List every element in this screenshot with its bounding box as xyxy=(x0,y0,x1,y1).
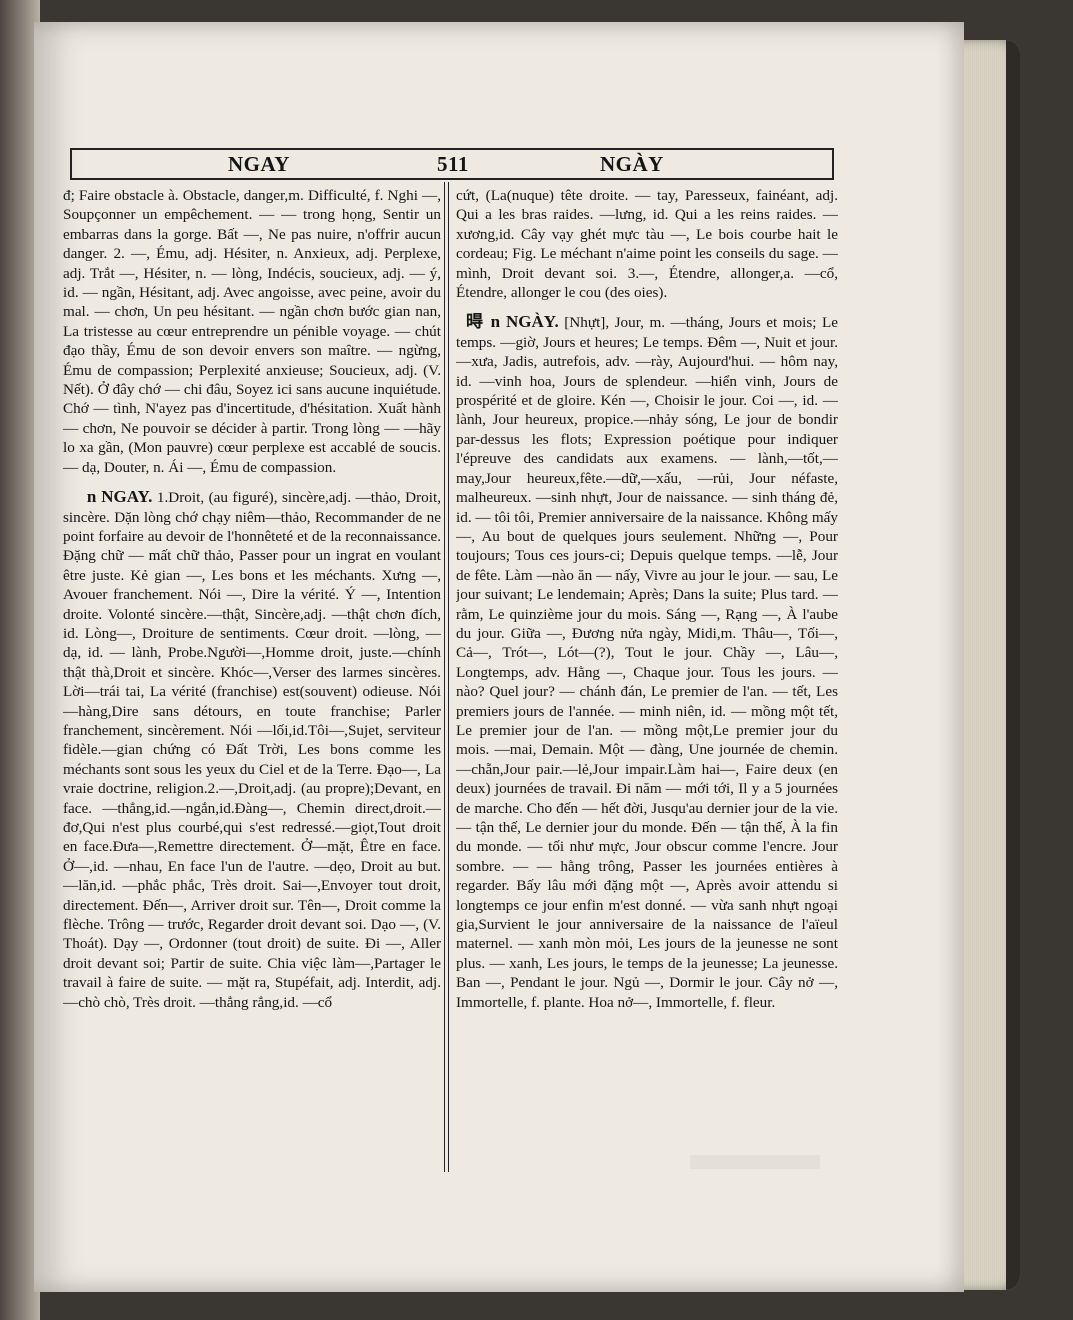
continued-entry-text: cứt, (La(nuque) tête droite. — tay, Paresseux, fainéant, adj. Qui a les bras raides. —lưng, id. Qui a les reins raides. —xương,id. Cây vạy ghét mực tàu —, Le bois courbe hait le cordeau; Fig. Le méchant n'aime point les conseils du sage. — mình, Droit devant soi. 3.—, Étendre, allonger,a. —cổ, Étendre, allonger le cou (des oies). xyxy=(456,187,838,302)
page-header xyxy=(70,148,834,180)
entry-headword: 𥐇n NGAY. xyxy=(73,487,153,507)
page-number: 511 xyxy=(437,152,469,176)
faded-print-mark xyxy=(690,1155,820,1169)
continued-entry-text: đ; Faire obstacle à. Obstacle, danger,m. Difficulté, f. Nghi —, Soupçonner un empêchement. — — trong họng, Sentir un embarras dans la gorge. Bất —, Ne pas nuire, n'offrir aucun danger. 2. —, Ému, adj. Hésiter, n. Anxieux, adj. Perplexe, adj. Trắt —, Hésiter, n. — lòng, Indécis, soucieux, adj. — ý, id. — ngần, Hésitant, adj. Avec angoisse, avec peine, avoir du mal. — chơn, Un peu hésitant. — ngần chơn bước gian nan, La tristesse au cœur entreprendre un pénible voyage. — chút đạo thầy, Ému de son devoir envers son maître. — ngừng, Ému de compassion; Perplexité anxieuse; Soucieux, adj. (V. Nết). Ở đây chớ — chi đâu, Soyez ici sans aucune inquiétude. Chớ — tình, N'ayez pas d'incertitude, d'hésitation. Xuất hành — chơn, Ne pouvoir se décider à partir. Trong lòng — —hãy lo xa gần, (Mon pauvre) cœur perplexe est accablé de soucis. — dạ, Douter, n. Ái —, Ému de compassion. xyxy=(63,187,441,476)
entry-body: 1.Droit, (au figuré), sincère,adj. —thảo, Droit, sincère. Dặn lòng chớ chạy niêm—thảo, Recommander de ne point forfaire au devoir de l'honnêteté et de la reconnaissance. Đặng chữ — mất chữ thảo, Passer pour un ingrat en voulant être juste. Kẻ gian —, Les bons et les méchants. Xưng —, Avouer franchement. Nói —, Dire la vérité. Ý —, Intention droite. Volonté sincère.—thật, Sincère,adj. —thật chơn đích, id. Lòng—, Droiture de sentiments. Cœur droit. —lòng, — dạ, id. — lành, Probe.Người—,Homme droit, juste.—chính thật thà,Droit et sincère. Khóc—,Verser des larmes sincères. Lời—trái tai, La vérité (franchise) est(souvent) odieuse. Nói—hàng,Dire sans détours, en toute franchise; Parler franchement, sincèrement. Nói —lối,id.Tôi—,Sujet, serviteur fidèle.—gian chứng có Đất Trời, Les bons comme les méchants sont sous les yeux du Ciel et de la Terre. Đạo—, La vraie doctrine, religion.2.—,Droit,adj. (au propre);Devant, en face. —thẳng,id.—ngắn,id.Đàng—, Chemin direct,droit.—đơ,Qui n'est plus courbé,qui s'est redressé.—giọt,Tout droit en face.Đưa—,Remettre directement. Ở—mặt, Être en face. Ở—,id. —nhau, En face l'un de l'autre. —dẹo, Droit au but. —lăn,id. —phắc phắc, Très droit. Sai—,Envoyer tout droit, directement. Đến—, Arriver droit sur. Tên—, Droit comme la flèche. Trông — trước, Regarder droit devant soi. Dạo —, (V. Thoát). Dạy —, Ordonner (tout droit) de suite. Đi —, Aller droit devant soi; Partir de suite. Chia việc làm—,Partager le travail à faire de suite. — mặt ra, Stupéfait, adj. Interdit, adj. —chò chò, Très droit. —thẳng rẳng,id. —cổ xyxy=(63,489,441,1011)
header-right-word: NGÀY xyxy=(600,152,664,176)
entry-body: [Nhựt], Jour, m. —tháng, Jours et mois; Le temps. —giờ, Jours et heures; Le temps. Đêm —, Nuit et jour. —xưa, Jadis, autrefois, adv. —rày, Aujourd'hui. — hôm nay, id. —vinh hoa, Jours de splendeur. —hiển vinh, Jours de prospérité et de gloire. Kén —, Choisir le jour. Coi —, id. — lành, Jour heureux, propice.—nhảy sóng, Le jour de bondir par-dessus les flots; Expression poétique pour indiquer l'épreuve des candidats aux examens. — lành,—tốt,—may,Jour heureux,fête.—dữ,—xấu, —rủi, Jour néfaste, malheureux. —sinh nhựt, Jour de naissance. — sinh tháng đẻ, id. — tôi tôi, Premier anniversaire de la naissance. Không mấy —, Au bout de quelques jours seulement. Những —, Pour toujours; Tous ces jours-ci; Depuis quelque temps. —lễ, Jour de fête. Làm —nào ăn — nấy, Vivre au jour le jour. — sau, Le jour suivant; Le lendemain; Après; Dans la suite; Plus tard. — rằm, Le quinzième jour du mois. Sáng —, Rạng —, À l'aube du jour. Giữa —, Đương nửa ngày, Midi,m. Thâu—, Tối—, Cả—, Trót—, Lót—(?), Tout le jour. Chầy —, Lâu—, Longtemps, adv. Hằng —, Chaque jour. Tous les jours. — nào? Quel jour? — chánh đán, Le premier de l'an. — tết, Les premiers jours de l'année. — minh niên, id. — mồng một tết, Le premier jour de l'an. — mồng một,Le premier jour du mois. —mai, Demain. Một — đàng, Une journée de chemin.—chẵn,Jour pair.—lẻ,Jour impair.Làm hai—, Faire deux (en deux) journées de travail. Đi năm — mới tới, Il y a 5 journées de marche. Cho đến — hết đời, Jusqu'au dernier jour de la vie. — tận thế, Le dernier jour du monde. Đến — tận thế, À la fin du monde. — tối như mực, Jour obscur comme l'encre. Jour sombre. — — hằng trông, Passer les journées entières à regarder. Bấy lâu mới đặng một —, Après avoir attendu si longtemps ce jour enfin m'est donné. — vừa sanh nhựt ngoại gia,Survient le jour anniversaire de la naissance de l'aïeul maternel. — xanh mòn mỏi, Les jours de la jeunesse ne sont plus. — xanh, Les jours, le temps de la jeunesse; La jeunesse. Ban —, Pendant le jour. Ngủ —, Dormir le jour. Cây nở —, Immortelle, f. plante. Hoa nở—, Immortelle, f. fleur. xyxy=(456,314,838,1011)
dictionary-entry xyxy=(456,312,838,1012)
right-column xyxy=(456,186,838,1166)
left-column xyxy=(63,186,441,1166)
header-left-word: NGAY xyxy=(228,152,290,176)
entry-headword: 𣈜 n NGÀY. xyxy=(466,312,559,332)
dictionary-entry xyxy=(63,487,441,1012)
column-divider xyxy=(444,182,449,1172)
